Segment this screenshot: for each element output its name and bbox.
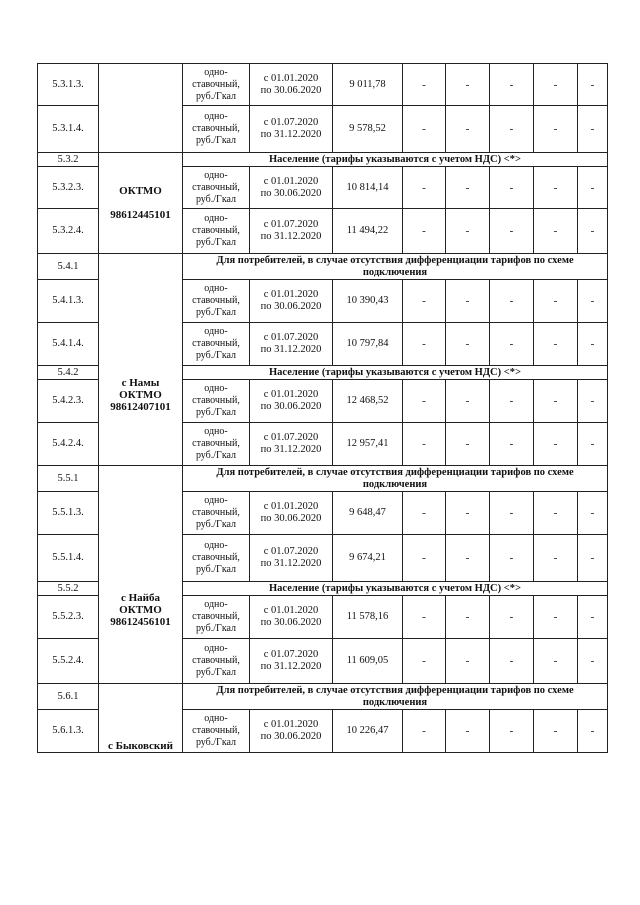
row-index: 5.5.2.3. [38,596,99,639]
empty-cell: - [490,535,534,582]
empty-cell: - [534,323,578,366]
period-cell: с 01.07.2020 по 31.12.2020 [250,209,333,254]
empty-cell: - [403,167,446,209]
empty-cell: - [578,323,608,366]
empty-cell: - [403,209,446,254]
empty-cell: - [490,323,534,366]
section-row [38,153,608,167]
location-cell: с Намы ОКТМО 98612407101 [99,254,183,466]
population-header: Население (тарифы указываются с учетом НДС) <*> [183,153,608,167]
price-cell: 9 674,21 [333,535,403,582]
row-index: 5.4.1.3. [38,280,99,323]
row-index: 5.5.2 [38,582,99,596]
period-cell: с 01.01.2020 по 30.06.2020 [250,710,333,753]
price-cell: 12 468,52 [333,380,403,423]
empty-cell: - [403,380,446,423]
no-diff-header: Для потребителей, в случае отсутствия дифференциации тарифов по схеме подключения [183,684,608,710]
unit-cell: одно- ставочный, руб./Гкал [183,423,250,466]
price-cell: 10 390,43 [333,280,403,323]
empty-cell: - [578,596,608,639]
row-index: 5.4.2 [38,366,99,380]
period-cell: с 01.07.2020 по 31.12.2020 [250,639,333,684]
price-cell: 9 011,78 [333,64,403,106]
price-cell: 9 578,52 [333,106,403,153]
row-index: 5.3.2.3. [38,167,99,209]
row-index: 5.6.1.3. [38,710,99,753]
period-cell: с 01.07.2020 по 31.12.2020 [250,106,333,153]
row-index: 5.4.1 [38,254,99,280]
period-cell: с 01.01.2020 по 30.06.2020 [250,380,333,423]
empty-cell: - [490,423,534,466]
empty-cell: - [446,596,490,639]
row-index: 5.4.2.3. [38,380,99,423]
empty-cell: - [578,710,608,753]
row-index: 5.3.1.3. [38,64,99,106]
empty-cell: - [403,596,446,639]
empty-cell: - [446,380,490,423]
empty-cell: - [446,106,490,153]
section-row [38,254,608,280]
empty-cell: - [446,280,490,323]
price-cell: 12 957,41 [333,423,403,466]
row-index: 5.3.2.4. [38,209,99,254]
empty-cell: - [490,167,534,209]
empty-cell: - [490,106,534,153]
price-cell: 10 226,47 [333,710,403,753]
price-cell: 10 814,14 [333,167,403,209]
empty-cell: - [578,64,608,106]
empty-cell: - [403,492,446,535]
empty-cell: - [403,64,446,106]
section-row [38,466,608,492]
empty-cell: - [578,492,608,535]
period-cell: с 01.07.2020 по 31.12.2020 [250,423,333,466]
empty-cell: - [446,423,490,466]
unit-cell: одно- ставочный, руб./Гкал [183,639,250,684]
empty-cell: - [446,323,490,366]
population-header: Население (тарифы указываются с учетом НДС) <*> [183,366,608,380]
unit-cell: одно- ставочный, руб./Гкал [183,64,250,106]
empty-cell: - [446,535,490,582]
empty-cell: - [534,710,578,753]
price-cell: 11 494,22 [333,209,403,254]
unit-cell: одно- ставочный, руб./Гкал [183,492,250,535]
empty-cell: - [578,535,608,582]
empty-cell: - [403,323,446,366]
empty-cell: - [490,492,534,535]
no-diff-header: Для потребителей, в случае отсутствия дифференциации тарифов по схеме подключения [183,254,608,280]
empty-cell: - [446,710,490,753]
empty-cell: - [490,639,534,684]
empty-cell: - [578,639,608,684]
period-cell: с 01.07.2020 по 31.12.2020 [250,535,333,582]
empty-cell: - [534,423,578,466]
unit-cell: одно- ставочный, руб./Гкал [183,167,250,209]
empty-cell: - [446,639,490,684]
empty-cell: - [490,596,534,639]
empty-cell: - [446,64,490,106]
location-cell [99,64,183,153]
row-index: 5.5.1 [38,466,99,492]
empty-cell: - [578,380,608,423]
empty-cell: - [403,106,446,153]
location-cell: с Найба ОКТМО 98612456101 [99,466,183,684]
empty-cell: - [403,710,446,753]
empty-cell: - [490,64,534,106]
unit-cell: одно- ставочный, руб./Гкал [183,535,250,582]
period-cell: с 01.01.2020 по 30.06.2020 [250,167,333,209]
empty-cell: - [534,167,578,209]
empty-cell: - [490,280,534,323]
period-cell: с 01.01.2020 по 30.06.2020 [250,596,333,639]
row-index: 5.3.2 [38,153,99,167]
unit-cell: одно- ставочный, руб./Гкал [183,710,250,753]
unit-cell: одно- ставочный, руб./Гкал [183,106,250,153]
unit-cell: одно- ставочный, руб./Гкал [183,209,250,254]
row-index: 5.4.1.4. [38,323,99,366]
empty-cell: - [403,535,446,582]
period-cell: с 01.01.2020 по 30.06.2020 [250,492,333,535]
unit-cell: одно- ставочный, руб./Гкал [183,280,250,323]
row-index: 5.3.1.4. [38,106,99,153]
empty-cell: - [403,639,446,684]
row-index: 5.5.1.4. [38,535,99,582]
period-cell: с 01.01.2020 по 30.06.2020 [250,64,333,106]
empty-cell: - [534,596,578,639]
empty-cell: - [534,639,578,684]
location-cell: ОКТМО 98612445101 [99,153,183,254]
table-row [38,64,608,106]
empty-cell: - [534,209,578,254]
row-index: 5.5.1.3. [38,492,99,535]
unit-cell: одно- ставочный, руб./Гкал [183,380,250,423]
empty-cell: - [534,380,578,423]
empty-cell: - [534,535,578,582]
location-cell: с Быковский [99,684,183,753]
population-header: Население (тарифы указываются с учетом НДС) <*> [183,582,608,596]
unit-cell: одно- ставочный, руб./Гкал [183,323,250,366]
empty-cell: - [534,492,578,535]
empty-cell: - [490,209,534,254]
empty-cell: - [403,423,446,466]
empty-cell: - [578,209,608,254]
empty-cell: - [490,710,534,753]
empty-cell: - [446,167,490,209]
empty-cell: - [578,280,608,323]
price-cell: 10 797,84 [333,323,403,366]
period-cell: с 01.07.2020 по 31.12.2020 [250,323,333,366]
unit-cell: одно- ставочный, руб./Гкал [183,596,250,639]
row-index: 5.6.1 [38,684,99,710]
row-index: 5.4.2.4. [38,423,99,466]
price-cell: 11 609,05 [333,639,403,684]
empty-cell: - [578,106,608,153]
tariff-table [37,63,608,753]
price-cell: 11 578,16 [333,596,403,639]
empty-cell: - [490,380,534,423]
empty-cell: - [446,492,490,535]
empty-cell: - [578,423,608,466]
empty-cell: - [534,280,578,323]
empty-cell: - [534,64,578,106]
row-index: 5.5.2.4. [38,639,99,684]
period-cell: с 01.01.2020 по 30.06.2020 [250,280,333,323]
price-cell: 9 648,47 [333,492,403,535]
empty-cell: - [403,280,446,323]
empty-cell: - [534,106,578,153]
empty-cell: - [446,209,490,254]
section-row [38,684,608,710]
empty-cell: - [578,167,608,209]
no-diff-header: Для потребителей, в случае отсутствия дифференциации тарифов по схеме подключения [183,466,608,492]
